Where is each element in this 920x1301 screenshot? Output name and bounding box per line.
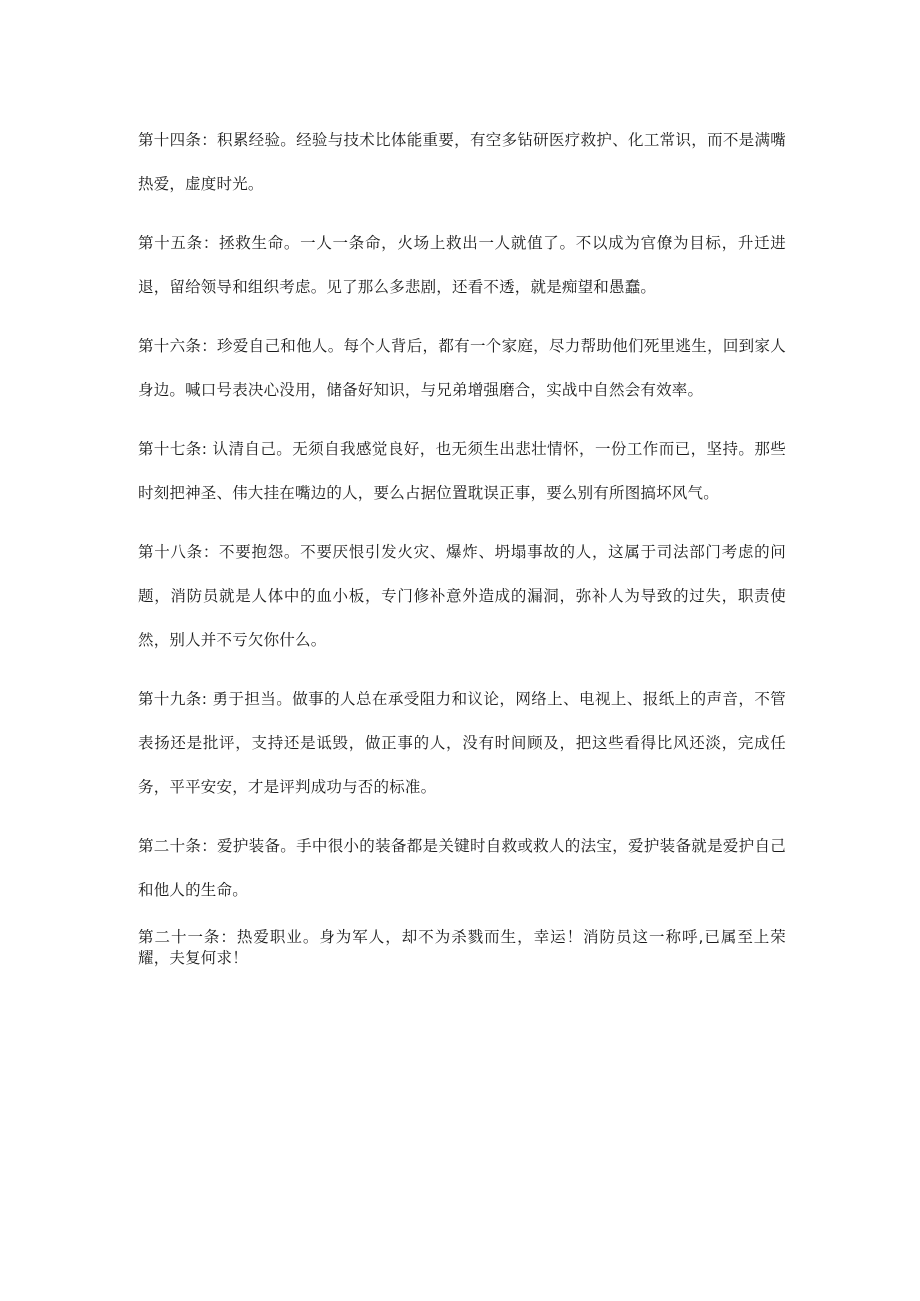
article-19-paragraph: 第十九条: 勇于担当。做事的人总在承受阻力和议论，网络上、电视上、报纸上的声音，不管表扬还是批评，支持还是诋毁，做正事的人，没有时间顾及，把这些看得比风还淡，完成任务，平平安安，才是评判成功与否的标准。: [138, 690, 786, 796]
article-16-paragraph: 第十六条：珍爱自己和他人。每个人背后，都有一个家庭，尽力帮助他们死里逃生，回到家人身边。喊口号表决心没用，储备好知识，与兄弟增强磨合，实战中自然会有效率。: [138, 337, 786, 399]
article-18-paragraph: 第十八条：不要抱怨。不要厌恨引发火灾、爆炸、坍塌事故的人，这属于司法部门考虑的问题，消防员就是人体中的血小板，专门修补意外造成的漏洞，弥补人为导致的过失，职责使然，别人并不亏欠你什么。: [138, 543, 786, 649]
article-20-paragraph: 第二十条：爱护装备。手中很小的装备都是关键时自救或救人的法宝，爱护装备就是爱护自己和他人的生命。: [138, 837, 786, 899]
article-15-paragraph: 第十五条：拯救生命。一人一条命，火场上救出一人就值了。不以成为官僚为目标，升迁进退，留给领导和组织考虑。见了那么多悲剧，还看不透，就是痴望和愚蠢。: [138, 234, 786, 296]
article-17-paragraph: 第十七条: 认清自己。无须自我感觉良好，也无须生出悲壮情怀，一份工作而已，坚持。那些时刻把神圣、伟大挂在嘴边的人，要么占据位置耽误正事，要么别有所图搞坏风气。: [138, 440, 786, 502]
article-14-paragraph: 第十四条：积累经验。经验与技术比体能重要，有空多钻研医疗救护、化工常识，而不是满嘴热爱，虚度时光。: [138, 131, 786, 193]
document-body: [138, 118, 786, 984]
article-21-paragraph: 第二十一条：热爱职业。身为军人，却不为杀戮而生，幸运！消防员这一称呼,已属至上荣耀，夫复何求！: [138, 928, 786, 967]
